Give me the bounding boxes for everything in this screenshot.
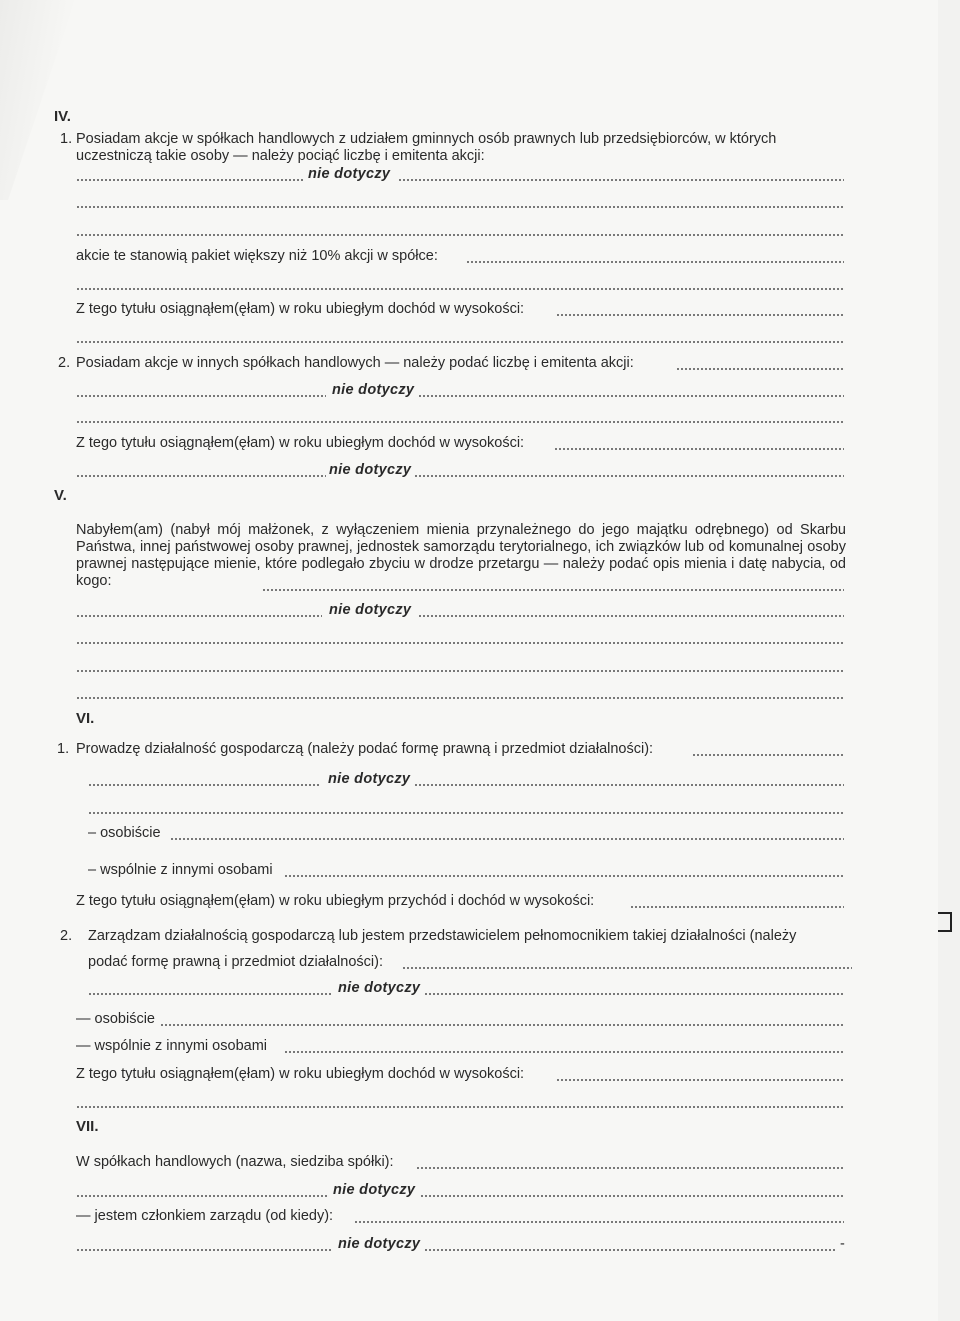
fill-line (76, 684, 844, 701)
nie-dotyczy-value: nie dotyczy (328, 771, 411, 787)
fill-line (88, 980, 332, 997)
item-number: 1. (60, 131, 73, 147)
nie-dotyczy-value: nie dotyczy (329, 602, 412, 618)
fill-line (402, 954, 852, 971)
fill-line (76, 1093, 844, 1110)
fill-line (424, 980, 844, 997)
scan-right-margin (938, 0, 960, 1321)
item-number: 1. (57, 741, 70, 757)
vi-2-line-1: Zarządzam działalnością gospodarczą lub jestem przedstawicielem pełnomocnikiem takiej działalności (należy (88, 928, 797, 944)
osobiscie-label: – osobiście (88, 825, 161, 841)
vi-1-text: Prowadzę działalność gospodarczą (należy podać formę prawną i przedmiot działalności): (76, 741, 654, 757)
wspolnie-label: – wspólnie z innymi osobami (88, 862, 273, 878)
fill-line (676, 355, 844, 372)
fill-line (262, 576, 844, 593)
nie-dotyczy-value: nie dotyczy (338, 980, 421, 996)
fill-line (420, 1182, 844, 1199)
vi-2-line-2: podać formę prawną i przedmiot działalności): (88, 954, 383, 970)
iv-1-line-1: Posiadam akcje w spółkach handlowych z udziałem gminnych osób prawnych lub przedsiębiorców, w których (76, 131, 777, 147)
fill-line (284, 862, 844, 879)
dochod-label: Z tego tytułu osiągnąłem(ęłam) w roku ubiegłym dochód w wysokości: (76, 435, 525, 451)
zarzad-label: — jestem członkiem zarządu (od kiedy): (76, 1208, 334, 1224)
fill-line (418, 602, 844, 619)
fill-line (76, 221, 844, 238)
fill-line (76, 602, 322, 619)
fill-line (556, 1066, 844, 1083)
v-paragraph: Nabyłem(am) (nabył mój małżonek, z wyłączeniem mienia przynależnego do jego majątku odrębnego) od Skarbu Państwa, innej państwowej osoby prawnej, jednostek samorządu terytorialnego, ich związków lub od komunalnej osoby prawnej następujące mienie, które podlegało zbyciu w drodze przetargu — należy podać opis mienia i datę nabycia, od kogo: (76, 522, 846, 589)
fill-line (76, 275, 844, 292)
fill-line (170, 825, 844, 842)
fill-line (76, 657, 844, 674)
fill-line (418, 382, 844, 399)
item-number: 2. (58, 355, 71, 371)
fill-line (466, 248, 844, 265)
item-number: 2. (60, 928, 73, 944)
scan-page-edge (0, 0, 75, 200)
fill-line (76, 1182, 328, 1199)
osobiscie-label: — osobiście (76, 1011, 155, 1027)
fill-line (76, 462, 326, 479)
fill-line (76, 193, 844, 210)
fill-line (88, 799, 844, 816)
fill-line (76, 382, 326, 399)
wspolnie-label: — wspólnie z innymi osobami (76, 1038, 267, 1054)
nie-dotyczy-value: nie dotyczy (338, 1236, 421, 1252)
fill-line (76, 1236, 332, 1253)
iv-2-text: Posiadam akcje w innych spółkach handlowych — należy podać liczbę i emitenta akcji: (76, 355, 634, 371)
fill-line (88, 771, 320, 788)
section-heading-iv: IV. (54, 108, 71, 125)
fill-line (76, 166, 304, 183)
trailing-dash: - (840, 1236, 845, 1252)
pakiet-label: akcie te stanowią pakiet większy niż 10% akcji w spółce: (76, 248, 438, 264)
nie-dotyczy-value: nie dotyczy (308, 166, 391, 182)
dochod-label: Z tego tytułu osiągnąłem(ęłam) w roku ubiegłym dochód w wysokości: (76, 301, 525, 317)
fill-line (554, 435, 844, 452)
section-heading-vi: VI. (76, 710, 95, 727)
dochod-label: Z tego tytułu osiągnąłem(ęłam) w roku ubiegłym dochód w wysokości: (76, 1066, 525, 1082)
section-heading-v: V. (54, 487, 67, 504)
fill-line (692, 741, 844, 758)
nie-dotyczy-value: nie dotyczy (333, 1182, 416, 1198)
fill-line (354, 1208, 844, 1225)
fill-line (414, 771, 844, 788)
przychod-label: Z tego tytułu osiągnąłem(ęłam) w roku ubiegłym przychód i dochód w wysokości: (76, 893, 595, 909)
fill-line (76, 328, 844, 345)
binder-clip-mark (938, 912, 952, 932)
fill-line (556, 301, 844, 318)
fill-line (76, 629, 844, 646)
fill-line (630, 893, 844, 910)
fill-line (160, 1011, 844, 1028)
fill-line (284, 1038, 844, 1055)
iv-1-line-2: uczestniczą takie osoby — należy pociąć liczbę i emitenta akcji: (76, 148, 485, 164)
fill-line (424, 1236, 836, 1253)
fill-line (416, 1154, 844, 1171)
nie-dotyczy-value: nie dotyczy (329, 462, 412, 478)
fill-line (76, 408, 844, 425)
fill-line (414, 462, 844, 479)
nie-dotyczy-value: nie dotyczy (332, 382, 415, 398)
spolki-label: W spółkach handlowych (nazwa, siedziba spółki): (76, 1154, 394, 1170)
fill-line (398, 166, 844, 183)
section-heading-vii: VII. (76, 1118, 99, 1135)
